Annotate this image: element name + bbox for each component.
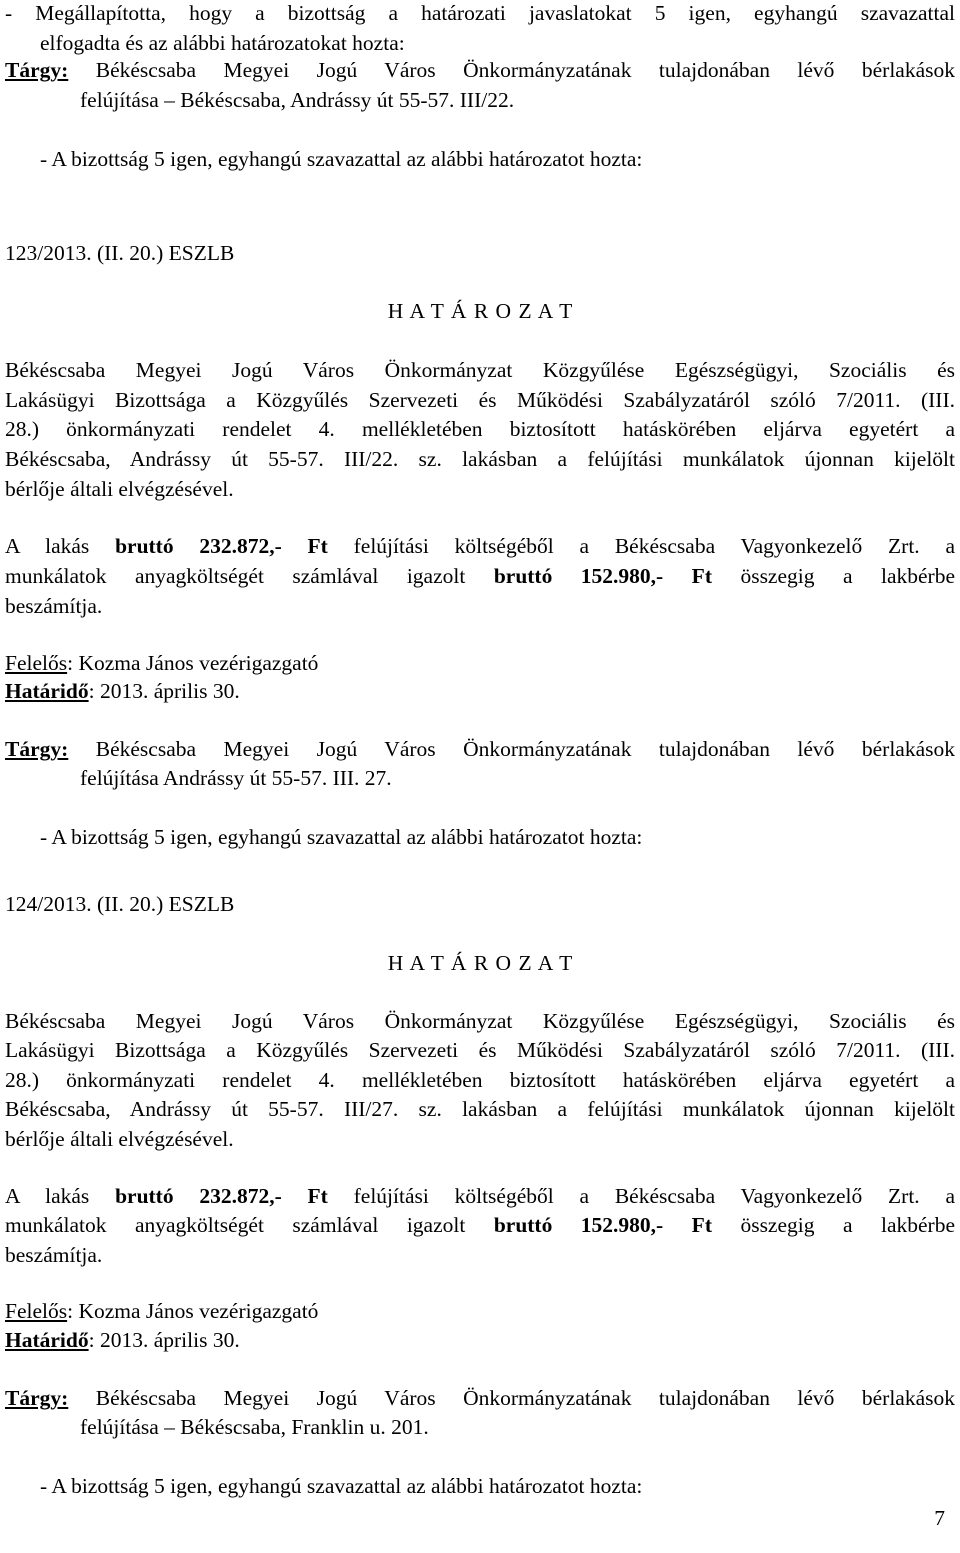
subject-line: Tárgy: Békéscsaba Megyei Jogú Város Önkormányzatának tulajdonában lévő bérlakások (5, 737, 955, 761)
resolution-text-line: Lakásügyi Bizottsága a Közgyűlés Szervezeti és Működési Szabályzatáról szóló 7/2011. (III. (5, 1038, 955, 1062)
subject-line-2: felújítása – Békéscsaba, Franklin u. 201. (80, 1415, 429, 1439)
subject-line-2: felújítása – Békéscsaba, Andrássy út 55-57. III/22. (80, 88, 515, 112)
subject-label: Tárgy: (5, 737, 69, 761)
vote-line: - A bizottság 5 igen, egyhangú szavazattal az alábbi határozatot hozta: (40, 147, 643, 171)
deadline-line: Határidő: 2013. április 30. (5, 1328, 240, 1352)
responsible-line: Felelős: Kozma János vezérigazgató (5, 1299, 319, 1323)
subject-line: Tárgy: Békéscsaba Megyei Jogú Város Önkormányzatának tulajdonában lévő bérlakások (5, 58, 955, 82)
subject-label: Tárgy: (5, 1386, 69, 1410)
resolution-text-line: Békéscsaba, Andrássy út 55-57. III/22. sz. lakásban a felújítási munkálatok újonnan kijelölt (5, 447, 955, 471)
resolution-number: 123/2013. (II. 20.) ESZLB (5, 241, 235, 265)
resolution-text-line: bérlője általi elvégzésével. (5, 1127, 234, 1151)
intro-line-1: - Megállapította, hogy a bizottság a határozati javaslatokat 5 igen, egyhangú szavazattal (5, 1, 955, 25)
subject-line-2: felújítása Andrássy út 55-57. III. 27. (80, 766, 392, 790)
cost-line-1: A lakás bruttó 232.872,- Ft felújítási költségéből a Békéscsaba Vagyonkezelő Zrt. a (5, 1184, 955, 1208)
subject-line: Tárgy: Békéscsaba Megyei Jogú Város Önkormányzatának tulajdonában lévő bérlakások (5, 1386, 955, 1410)
resolution-text-line: Békéscsaba Megyei Jogú Város Önkormányzat Közgyűlése Egészségügyi, Szociális és (5, 1009, 955, 1033)
subject-label: Tárgy: (5, 58, 69, 82)
resolution-number: 124/2013. (II. 20.) ESZLB (5, 892, 235, 916)
resolution-text-line: 28.) önkormányzati rendelet 4. mellékletében biztosított hatáskörében eljárva egyetért a (5, 1068, 955, 1092)
responsible-line: Felelős: Kozma János vezérigazgató (5, 651, 319, 675)
vote-line: - A bizottság 5 igen, egyhangú szavazattal az alábbi határozatot hozta: (40, 1474, 643, 1498)
resolution-text-line: Békéscsaba, Andrássy út 55-57. III/27. sz. lakásban a felújítási munkálatok újonnan kijelölt (5, 1097, 955, 1121)
resolution-text-line: bérlője általi elvégzésével. (5, 477, 234, 501)
vote-line: - A bizottság 5 igen, egyhangú szavazattal az alábbi határozatot hozta: (40, 825, 643, 849)
page-number: 7 (934, 1506, 945, 1530)
cost-line-3: beszámítja. (5, 1243, 103, 1267)
resolution-heading: H A T Á R O Z A T (387, 299, 573, 323)
resolution-text-line: 28.) önkormányzati rendelet 4. mellékletében biztosított hatáskörében eljárva egyetért a (5, 417, 955, 441)
cost-line-2: munkálatok anyagköltségét számlával igazolt bruttó 152.980,- Ft összegig a lakbérbe (5, 1213, 955, 1237)
cost-line-3: beszámítja. (5, 594, 103, 618)
intro-line-2: elfogadta és az alábbi határozatokat hozta: (40, 31, 405, 55)
resolution-heading: H A T Á R O Z A T (387, 951, 573, 975)
resolution-text-line: Lakásügyi Bizottsága a Közgyűlés Szervezeti és Működési Szabályzatáról szóló 7/2011. (III. (5, 388, 955, 412)
deadline-line: Határidő: 2013. április 30. (5, 679, 240, 703)
cost-line-2: munkálatok anyagköltségét számlával igazolt bruttó 152.980,- Ft összegig a lakbérbe (5, 564, 955, 588)
cost-line-1: A lakás bruttó 232.872,- Ft felújítási költségéből a Békéscsaba Vagyonkezelő Zrt. a (5, 534, 955, 558)
resolution-text-line: Békéscsaba Megyei Jogú Város Önkormányzat Közgyűlése Egészségügyi, Szociális és (5, 358, 955, 382)
